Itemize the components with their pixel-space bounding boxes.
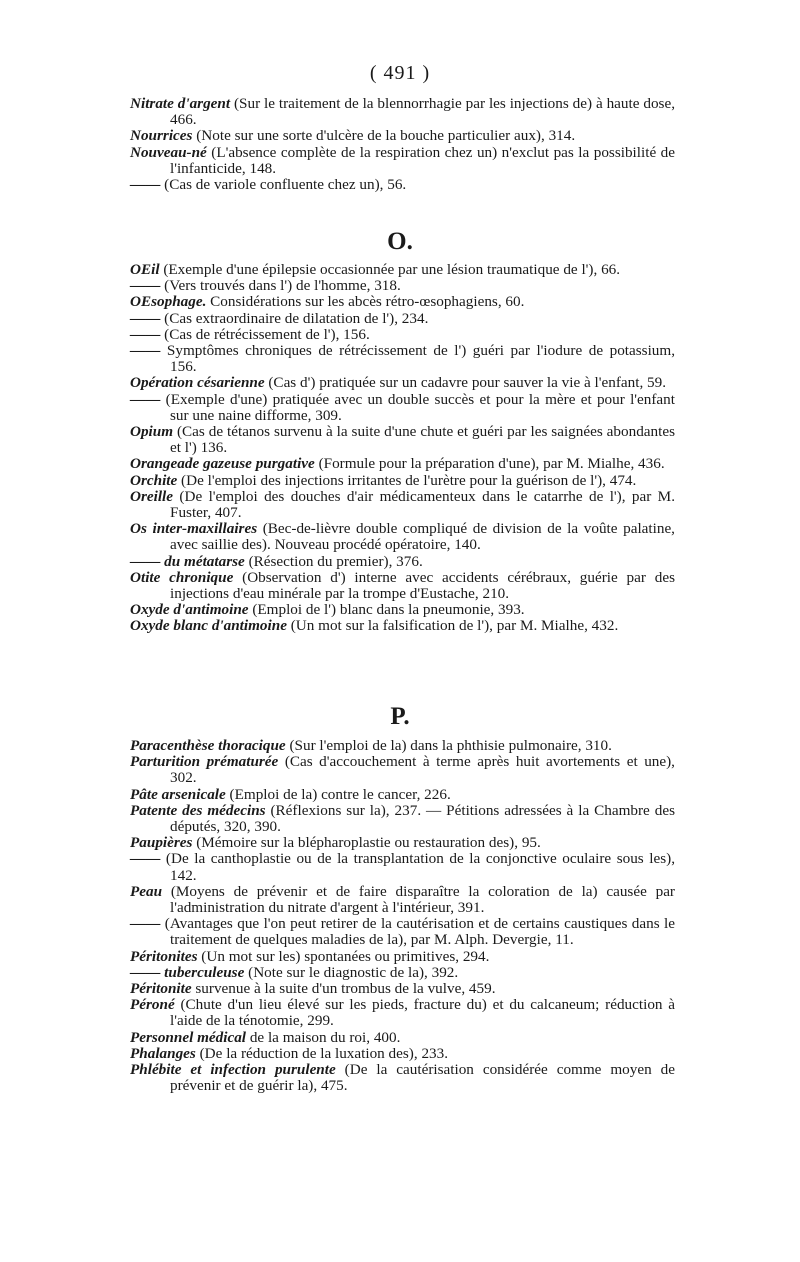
index-entry bbox=[130, 1030, 675, 1046]
entry-text: (Cas de rétrécissement de l'), 156. bbox=[160, 325, 370, 343]
index-entry bbox=[130, 489, 675, 521]
entry-heading: —— du métatarse bbox=[130, 552, 245, 570]
entry-heading: Nitrate d'argent bbox=[130, 95, 231, 112]
entry-text: (Note sur une sorte d'ulcère de la bouche particulier aux), 314. bbox=[192, 127, 576, 145]
index-entry bbox=[130, 392, 675, 424]
entry-text: Considérations sur les abcès rétro-œsophagiens, 60. bbox=[206, 293, 525, 311]
entry-heading: —— bbox=[130, 277, 161, 295]
index-entry bbox=[130, 949, 675, 965]
entry-heading: —— bbox=[130, 342, 161, 360]
entry-heading: Opium bbox=[130, 423, 174, 441]
entry-heading: Orangeade gazeuse purgative bbox=[130, 455, 315, 473]
index-entry bbox=[130, 997, 675, 1029]
entry-text: (Bec-de-lièvre double compliqué de division de la voûte palatine, avec saillie des). Nouveau procédé opératoire, 140. bbox=[170, 520, 675, 554]
entry-text: (Un mot sur la falsification de l'), par M. Mialhe, 432. bbox=[286, 617, 619, 635]
entry-text: (Un mot sur les) spontanées ou primitives, 294. bbox=[197, 947, 490, 965]
entry-heading: Paupières bbox=[130, 834, 193, 852]
entry-heading: Os inter-maxillaires bbox=[130, 520, 258, 538]
entry-heading: Personnel médical bbox=[130, 1028, 247, 1046]
letter-heading-o: O. bbox=[387, 228, 413, 255]
index-entry bbox=[130, 294, 675, 310]
entry-heading: Pâte arsenicale bbox=[130, 785, 226, 803]
entry-heading: Otite chronique bbox=[130, 568, 234, 586]
index-entry bbox=[130, 311, 675, 327]
entry-text: (Emploi de l') blanc dans la pneumonie, 393. bbox=[248, 601, 525, 619]
index-entry bbox=[130, 803, 675, 835]
entry-heading: Orchite bbox=[130, 471, 178, 489]
entry-heading: —— bbox=[130, 176, 161, 194]
entry-heading: Péroné bbox=[130, 996, 175, 1014]
index-entry bbox=[130, 738, 675, 754]
index-entry bbox=[130, 1062, 675, 1094]
letter-heading-p: P. bbox=[390, 703, 410, 730]
entry-text: (De l'emploi des injections irritantes de l'urètre pour la guérison de l'), 474. bbox=[177, 471, 637, 489]
section-n bbox=[130, 96, 675, 193]
entry-text: (L'absence complète de la respiration chez un) n'exclut pas la possibilité de l'infanticide, 148. bbox=[170, 143, 675, 177]
index-entry bbox=[130, 602, 675, 618]
entry-heading: Oxyde d'antimoine bbox=[130, 601, 249, 619]
index-entry bbox=[130, 754, 675, 786]
entry-text: (De l'emploi des douches d'air médicamenteux dans le catarrhe de l'), par M. Fuster, 407. bbox=[170, 487, 675, 522]
index-entry bbox=[130, 618, 675, 634]
entry-text: survenue à la suite d'un trombus de la vulve, 459. bbox=[191, 980, 496, 998]
entry-heading: —— bbox=[130, 309, 161, 327]
index-entry bbox=[130, 343, 675, 375]
entry-heading: Opération césarienne bbox=[130, 374, 265, 392]
entry-text: de la maison du roi, 400. bbox=[246, 1028, 401, 1046]
index-entry bbox=[130, 177, 675, 193]
entry-heading: Péritonites bbox=[130, 947, 198, 965]
index-entry bbox=[130, 327, 675, 343]
index-entry bbox=[130, 262, 675, 278]
index-entry bbox=[130, 456, 675, 472]
entry-text: (Mémoire sur la blépharoplastie ou restauration des), 95. bbox=[192, 834, 541, 852]
entry-heading: Peau bbox=[130, 882, 163, 900]
entry-text: (Cas d') pratiquée sur un cadavre pour sauver la vie à l'enfant, 59. bbox=[264, 374, 667, 392]
entry-heading: —— tuberculeuse bbox=[130, 963, 245, 981]
entry-heading: Nouveau-né bbox=[130, 143, 207, 161]
section-p bbox=[130, 738, 675, 1094]
entry-text: (Moyens de prévenir et de faire disparaître la coloration de la) causée par l'administration du nitrate d'argent à l'intérieur, 391. bbox=[162, 882, 675, 917]
index-entry bbox=[130, 916, 675, 948]
entry-heading: Phlébite et infection purulente bbox=[130, 1061, 336, 1079]
entry-heading: Péritonite bbox=[130, 980, 192, 998]
index-entry bbox=[130, 851, 675, 883]
entry-heading: Oxyde blanc d'antimoine bbox=[130, 617, 287, 635]
entry-heading: Nourrices bbox=[130, 127, 193, 145]
entry-heading: —— bbox=[130, 915, 161, 933]
index-entry bbox=[130, 128, 675, 144]
entry-heading: Patente des médecins bbox=[130, 801, 266, 819]
entry-heading: —— bbox=[130, 390, 161, 408]
index-entry bbox=[130, 424, 675, 456]
entry-heading: Parturition prématurée bbox=[130, 753, 279, 771]
index-entry bbox=[130, 521, 675, 553]
entry-text: (Exemple d'une épilepsie occasionnée par une lésion traumatique de l'), 66. bbox=[159, 261, 621, 278]
entry-text: (Vers trouvés dans l') de l'homme, 318. bbox=[160, 277, 401, 295]
page-number: ( 491 ) bbox=[369, 62, 431, 84]
entry-text: (Cas d'accouchement à terme après huit avortements et une), 302. bbox=[170, 753, 675, 787]
index-entry bbox=[130, 981, 675, 997]
index-entry bbox=[130, 570, 675, 602]
entry-text: (Formule pour la préparation d'une), par M. Mialhe, 436. bbox=[314, 455, 665, 473]
entry-heading: —— bbox=[130, 850, 161, 868]
entry-heading: Paracenthèse thoracique bbox=[130, 737, 286, 754]
entry-text: (Avantages que l'on peut retirer de la cautérisation et de certains caustiques dans le traitement de quelques maladies de la), par M. Alph. Devergie, 11. bbox=[160, 915, 675, 949]
entry-text: (Note sur le diagnostic de la), 392. bbox=[244, 963, 459, 981]
entry-text: (Sur l'emploi de la) dans la phthisie pulmonaire, 310. bbox=[285, 737, 612, 754]
index-entry bbox=[130, 554, 675, 570]
entry-text: (Cas extraordinaire de dilatation de l'), 234. bbox=[160, 309, 429, 327]
index-entry bbox=[130, 96, 675, 128]
entry-text: (Réflexions sur la), 237. — Pétitions adressées à la Chambre des députés, 320, 390. bbox=[170, 801, 675, 836]
entry-text: Symptômes chroniques de rétrécissement de l') guéri par l'iodure de potassium, 156. bbox=[160, 342, 675, 376]
index-entry bbox=[130, 473, 675, 489]
index-entry bbox=[130, 965, 675, 981]
entry-text: (Cas de tétanos survenu à la suite d'une chute et guéri par les saignées abondantes et l') 136. bbox=[170, 423, 675, 457]
entry-text: (Observation d') interne avec accidents cérébraux, guérie par des injections d'eau minérale par la trompe d'Eustache, 210. bbox=[170, 568, 675, 603]
entry-heading: Oreille bbox=[130, 487, 174, 505]
entry-heading: OEil bbox=[130, 261, 160, 278]
entry-text: (Cas de variole confluente chez un), 56. bbox=[160, 176, 407, 194]
index-entry bbox=[130, 884, 675, 916]
entry-heading: —— bbox=[130, 325, 161, 343]
index-entry bbox=[130, 835, 675, 851]
index-entry bbox=[130, 278, 675, 294]
index-entry bbox=[130, 1046, 675, 1062]
entry-heading: Phalanges bbox=[130, 1044, 196, 1062]
entry-text: (Exemple d'une) pratiquée avec un double succès et pour la mère et pour l'enfant sur une naine difforme, 309. bbox=[160, 390, 675, 424]
entry-text: (De la cautérisation considérée comme moyen de prévenir et de guérir la), 475. bbox=[170, 1061, 675, 1095]
entry-text: (De la canthoplastie ou de la transplantation de la conjonctive oculaire sous les), 142. bbox=[160, 850, 675, 884]
entry-text: (Sur le traitement de la blennorrhagie par les injections de) à haute dose, 466. bbox=[170, 95, 675, 129]
index-entry bbox=[130, 145, 675, 177]
entry-text: (Résection du premier), 376. bbox=[244, 552, 423, 570]
entry-text: (Chute d'un lieu élevé sur les pieds, fracture du) et du calcaneum; réduction à l'aide de la ténotomie, 299. bbox=[170, 996, 675, 1030]
entry-text: (De la réduction de la luxation des), 233. bbox=[195, 1044, 449, 1062]
section-o bbox=[130, 262, 675, 635]
entry-text: (Emploi de la) contre le cancer, 226. bbox=[225, 785, 451, 803]
index-entry bbox=[130, 375, 675, 391]
entry-heading: OEsophage. bbox=[130, 293, 207, 311]
index-entry bbox=[130, 787, 675, 803]
